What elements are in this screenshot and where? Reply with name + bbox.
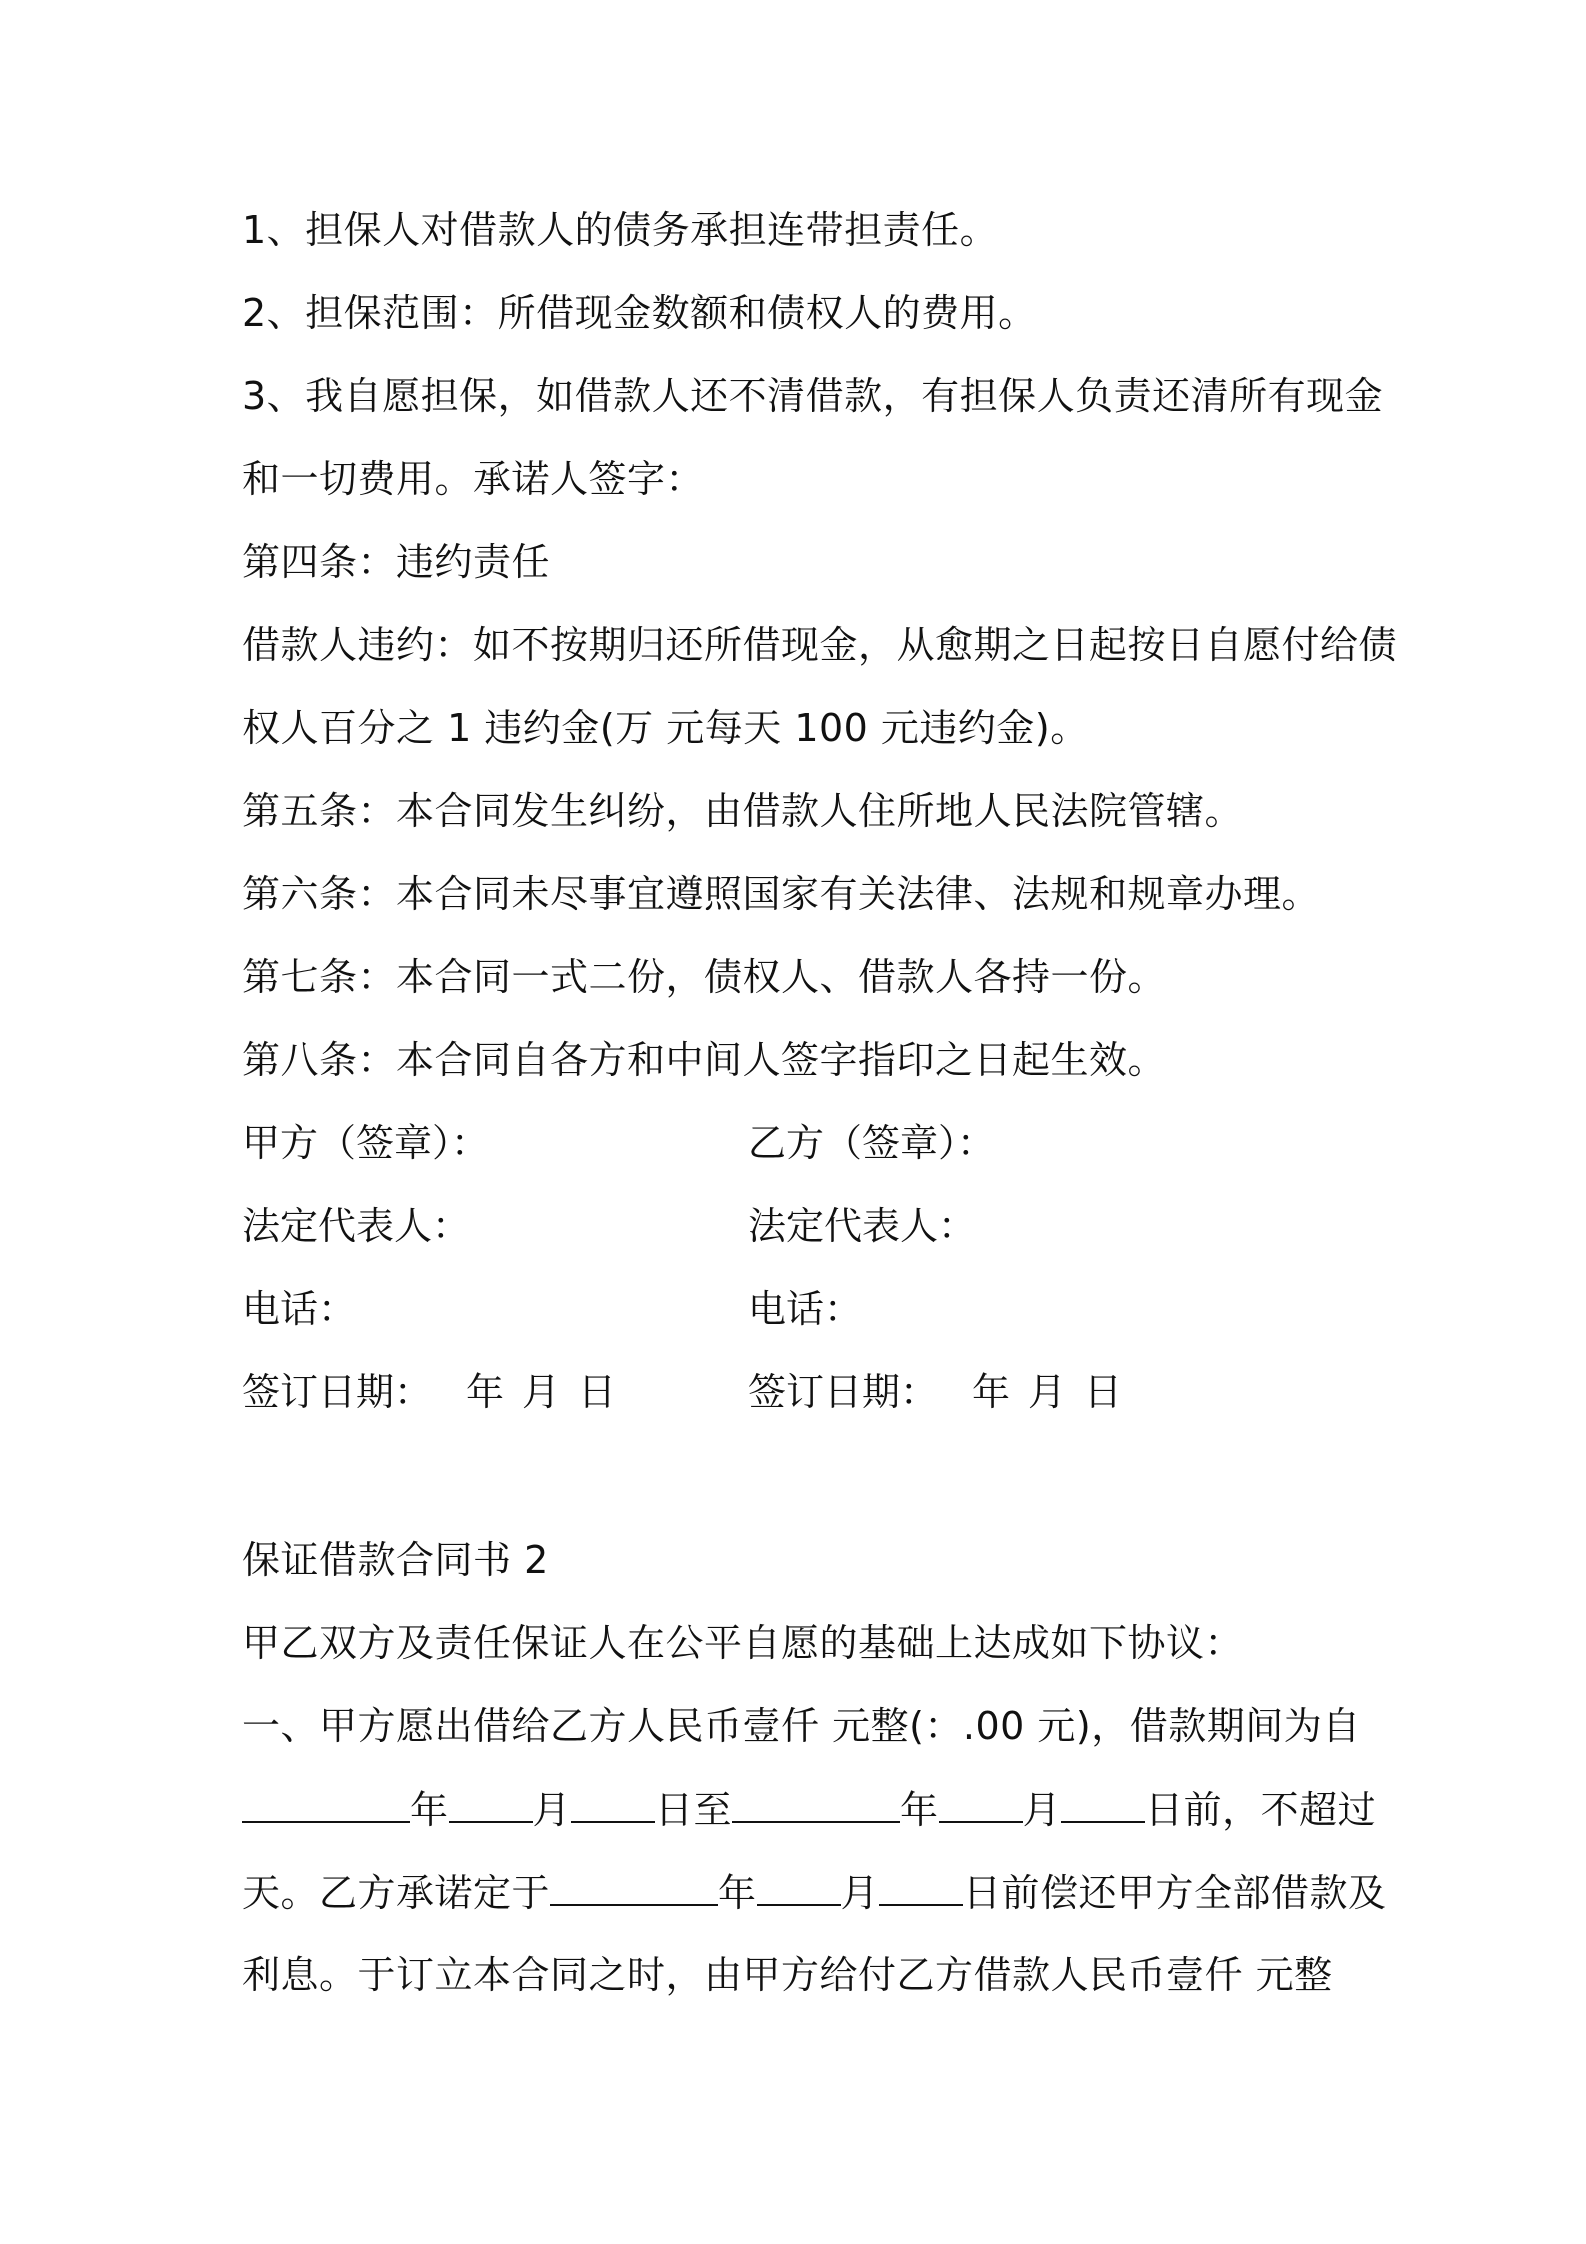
- blank-day-from: [571, 1783, 655, 1823]
- contract-2-item-1-line-2: 年 月 日至 年 月 日前，不超过: [242, 1783, 1362, 1836]
- party-b-date: [748, 1366, 1122, 1418]
- article-4-title: 第四条：违约责任: [242, 540, 551, 584]
- clause-3-line-1: 3、我自愿担保，如借款人还不清借款，有担保人负责还清所有现金: [242, 374, 1384, 418]
- blank-year-to: [732, 1783, 900, 1823]
- blank-month-to: [939, 1783, 1023, 1823]
- blank-year-from: [242, 1783, 410, 1823]
- article-4-line-1: 借款人违约：如不按期归还所借现金，从愈期之日起按日自愿付给债: [242, 623, 1398, 667]
- date-month: 月: [1028, 1370, 1067, 1414]
- party-a-seal: 甲方（签章）：: [242, 1121, 490, 1165]
- contract-2-item-1-line-3: 天。乙方承诺定于 年 月 日前偿还甲方全部借款及: [242, 1866, 1362, 1919]
- article-5: 第五条：本合同发生纠纷，由借款人住所地人民法院管辖。: [242, 789, 1244, 833]
- contract-2-title: 保证借款合同书 2: [242, 1538, 549, 1582]
- party-b-rep: 法定代表人：: [748, 1204, 977, 1248]
- party-b-phone: 电话：: [748, 1287, 863, 1331]
- date-day: 日: [578, 1370, 617, 1414]
- party-a-rep: 法定代表人：: [242, 1204, 471, 1248]
- article-6: 第六条：本合同未尽事宜遵照国家有关法律、法规和规章办理。: [242, 872, 1321, 916]
- date-label: 签订日期：: [242, 1370, 433, 1414]
- date-day: 日: [1084, 1370, 1123, 1414]
- article-4-line-2: 权人百分之 1 违约金(万 元每天 100 元违约金)。: [242, 706, 1089, 750]
- blank-month-from: [449, 1783, 533, 1823]
- blank-repay-year: [550, 1866, 718, 1906]
- date-label: 签订日期：: [748, 1370, 939, 1414]
- party-a-phone: 电话：: [242, 1287, 357, 1331]
- contract-2-item-1-line-4: 利息。于订立本合同之时，由甲方给付乙方借款人民币壹仟 元整: [242, 1953, 1333, 1997]
- date-year: 年: [972, 1370, 1011, 1414]
- contract-2-item-1-line-1: 一、甲方愿出借给乙方人民币壹仟 元整(：.00 元)，借款期间为自: [242, 1704, 1361, 1748]
- party-a-date: [242, 1366, 616, 1418]
- clause-1: 1、担保人对借款人的债务承担连带担责任。: [242, 208, 999, 252]
- date-year: 年: [466, 1370, 505, 1414]
- contract-2-intro: 甲乙双方及责任保证人在公平自愿的基础上达成如下协议：: [242, 1621, 1244, 1665]
- article-8: 第八条：本合同自各方和中间人签字指印之日起生效。: [242, 1038, 1167, 1082]
- article-7: 第七条：本合同一式二份，债权人、借款人各持一份。: [242, 955, 1167, 999]
- date-month: 月: [522, 1370, 561, 1414]
- blank-repay-day: [879, 1866, 963, 1906]
- blank-day-to: [1061, 1783, 1145, 1823]
- clause-2: 2、担保范围：所借现金数额和债权人的费用。: [242, 291, 1037, 335]
- clause-3-line-2: 和一切费用。承诺人签字：: [242, 457, 705, 501]
- party-b-seal: 乙方（签章）：: [748, 1121, 996, 1165]
- blank-repay-month: [757, 1866, 841, 1906]
